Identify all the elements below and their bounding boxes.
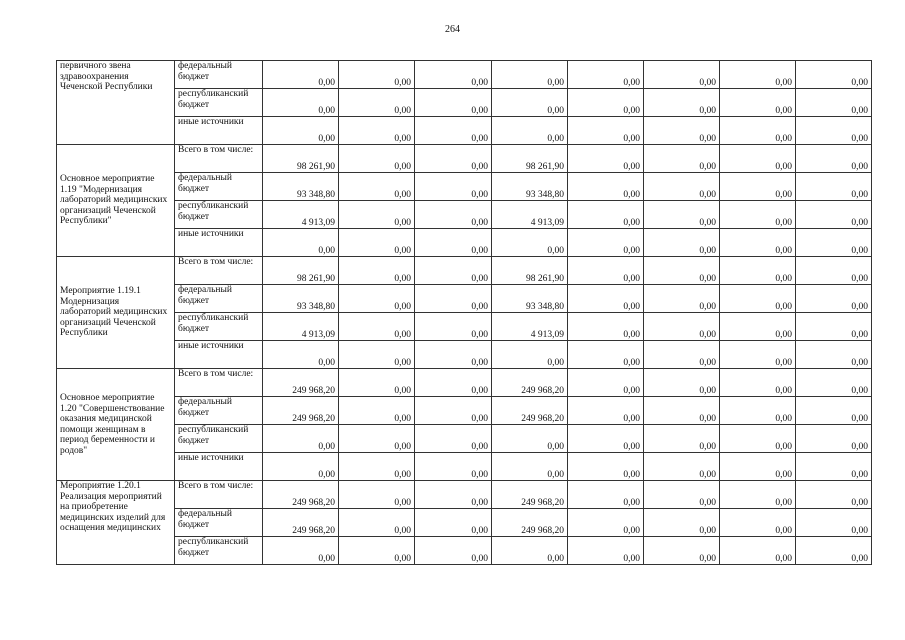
amount-cell: 0,00 [568, 257, 644, 285]
amount-cell: 0,00 [492, 341, 568, 369]
funding-source: федеральный бюджет [175, 285, 263, 313]
amount-cell: 0,00 [415, 89, 492, 117]
amount-cell: 93 348,80 [492, 173, 568, 201]
amount-cell: 0,00 [415, 341, 492, 369]
amount-cell: 0,00 [720, 397, 796, 425]
amount-cell: 0,00 [720, 369, 796, 397]
amount-cell: 0,00 [339, 229, 415, 257]
amount-cell: 98 261,90 [263, 145, 339, 173]
funding-source: республиканский бюджет [175, 537, 263, 565]
table-row [57, 537, 872, 565]
funding-source: федеральный бюджет [175, 173, 263, 201]
amount-cell: 0,00 [415, 425, 492, 453]
amount-cell: 0,00 [415, 257, 492, 285]
table-row [57, 397, 872, 425]
amount-cell: 0,00 [339, 201, 415, 229]
amount-cell: 0,00 [796, 481, 872, 509]
amount-cell: 93 348,80 [263, 173, 339, 201]
table-row [57, 61, 872, 89]
amount-cell: 0,00 [263, 61, 339, 89]
amount-cell: 249 968,20 [492, 369, 568, 397]
measure-name: Мероприятие 1.20.1 Реализация мероприятий на приобретение медицинских изделий для оснащения медицинских [57, 481, 175, 565]
amount-cell: 0,00 [796, 313, 872, 341]
amount-cell: 0,00 [568, 313, 644, 341]
table-row [57, 453, 872, 481]
amount-cell: 0,00 [415, 229, 492, 257]
amount-cell: 0,00 [720, 145, 796, 173]
amount-cell: 0,00 [644, 117, 720, 145]
amount-cell: 0,00 [263, 89, 339, 117]
amount-cell: 0,00 [339, 537, 415, 565]
amount-cell: 0,00 [720, 313, 796, 341]
table-row [57, 257, 872, 285]
amount-cell: 0,00 [415, 397, 492, 425]
amount-cell: 4 913,09 [263, 313, 339, 341]
table-row [57, 369, 872, 397]
amount-cell: 0,00 [796, 369, 872, 397]
measure-name: Основное мероприятие 1.19 "Модернизация лабораторий медицинских организаций Чеченской Республики" [57, 145, 175, 257]
amount-cell: 0,00 [339, 117, 415, 145]
amount-cell: 0,00 [720, 201, 796, 229]
amount-cell: 0,00 [644, 201, 720, 229]
amount-cell: 0,00 [568, 229, 644, 257]
funding-source: иные источники [175, 341, 263, 369]
amount-cell: 0,00 [415, 453, 492, 481]
amount-cell: 0,00 [644, 481, 720, 509]
amount-cell: 0,00 [339, 369, 415, 397]
amount-cell: 0,00 [492, 537, 568, 565]
amount-cell: 0,00 [568, 173, 644, 201]
amount-cell: 0,00 [644, 397, 720, 425]
amount-cell: 0,00 [568, 481, 644, 509]
amount-cell: 0,00 [796, 285, 872, 313]
table-row [57, 89, 872, 117]
amount-cell: 0,00 [339, 173, 415, 201]
funding-source: Всего в том числе: [175, 145, 263, 173]
measure-name: первичного звена здравоохранения Чеченской Республики [57, 61, 175, 145]
table-row [57, 229, 872, 257]
funding-source: Всего в том числе: [175, 257, 263, 285]
amount-cell: 0,00 [568, 61, 644, 89]
amount-cell: 0,00 [568, 117, 644, 145]
amount-cell: 0,00 [415, 201, 492, 229]
amount-cell: 0,00 [415, 285, 492, 313]
amount-cell: 0,00 [568, 89, 644, 117]
amount-cell: 0,00 [263, 341, 339, 369]
amount-cell: 0,00 [644, 509, 720, 537]
amount-cell: 0,00 [568, 341, 644, 369]
amount-cell: 0,00 [339, 509, 415, 537]
amount-cell: 0,00 [568, 397, 644, 425]
amount-cell: 0,00 [796, 145, 872, 173]
funding-source: федеральный бюджет [175, 397, 263, 425]
amount-cell: 0,00 [263, 117, 339, 145]
amount-cell: 0,00 [339, 257, 415, 285]
measure-name: Основное мероприятие 1.20 "Совершенствование оказания медицинской помощи женщинам в период беременности и родов" [57, 369, 175, 481]
amount-cell: 98 261,90 [492, 257, 568, 285]
amount-cell: 0,00 [796, 229, 872, 257]
amount-cell: 0,00 [720, 61, 796, 89]
amount-cell: 0,00 [644, 173, 720, 201]
amount-cell: 0,00 [339, 285, 415, 313]
amount-cell: 249 968,20 [492, 509, 568, 537]
table-row [57, 145, 872, 173]
amount-cell: 0,00 [796, 117, 872, 145]
amount-cell: 249 968,20 [492, 481, 568, 509]
amount-cell: 0,00 [720, 173, 796, 201]
amount-cell: 0,00 [339, 313, 415, 341]
amount-cell: 0,00 [415, 117, 492, 145]
amount-cell: 0,00 [339, 145, 415, 173]
amount-cell: 0,00 [339, 453, 415, 481]
amount-cell: 0,00 [720, 509, 796, 537]
amount-cell: 0,00 [720, 425, 796, 453]
amount-cell: 0,00 [492, 117, 568, 145]
amount-cell: 249 968,20 [263, 509, 339, 537]
measure-name: Мероприятие 1.19.1 Модернизация лабораторий медицинских организаций Чеченской Республики [57, 257, 175, 369]
funding-source: республиканский бюджет [175, 425, 263, 453]
amount-cell: 0,00 [720, 229, 796, 257]
amount-cell: 0,00 [568, 453, 644, 481]
amount-cell: 0,00 [796, 397, 872, 425]
funding-source: федеральный бюджет [175, 61, 263, 89]
amount-cell: 0,00 [339, 481, 415, 509]
amount-cell: 0,00 [796, 341, 872, 369]
amount-cell: 249 968,20 [263, 369, 339, 397]
amount-cell: 0,00 [339, 397, 415, 425]
funding-source: Всего в том числе: [175, 369, 263, 397]
funding-source: республиканский бюджет [175, 89, 263, 117]
amount-cell: 0,00 [263, 453, 339, 481]
page-number: 264 [445, 24, 460, 35]
amount-cell: 98 261,90 [492, 145, 568, 173]
amount-cell: 4 913,09 [492, 201, 568, 229]
amount-cell: 249 968,20 [263, 481, 339, 509]
table-row [57, 313, 872, 341]
amount-cell: 0,00 [720, 285, 796, 313]
table-row [57, 341, 872, 369]
amount-cell: 0,00 [339, 341, 415, 369]
amount-cell: 98 261,90 [263, 257, 339, 285]
amount-cell: 0,00 [492, 453, 568, 481]
amount-cell: 0,00 [492, 89, 568, 117]
table-row [57, 509, 872, 537]
amount-cell: 0,00 [415, 369, 492, 397]
amount-cell: 0,00 [415, 537, 492, 565]
funding-source: республиканский бюджет [175, 313, 263, 341]
amount-cell: 0,00 [492, 425, 568, 453]
amount-cell: 0,00 [644, 453, 720, 481]
amount-cell: 0,00 [720, 341, 796, 369]
amount-cell: 0,00 [415, 509, 492, 537]
amount-cell: 0,00 [568, 425, 644, 453]
amount-cell: 0,00 [568, 201, 644, 229]
table-row [57, 425, 872, 453]
amount-cell: 0,00 [720, 89, 796, 117]
amount-cell: 93 348,80 [263, 285, 339, 313]
amount-cell: 0,00 [796, 537, 872, 565]
amount-cell: 0,00 [720, 481, 796, 509]
amount-cell: 0,00 [720, 453, 796, 481]
amount-cell: 0,00 [415, 61, 492, 89]
funding-source: иные источники [175, 229, 263, 257]
amount-cell: 0,00 [796, 201, 872, 229]
amount-cell: 0,00 [339, 425, 415, 453]
amount-cell: 0,00 [720, 117, 796, 145]
funding-source: иные источники [175, 117, 263, 145]
amount-cell: 249 968,20 [492, 397, 568, 425]
amount-cell: 0,00 [644, 257, 720, 285]
amount-cell: 0,00 [796, 509, 872, 537]
amount-cell: 0,00 [644, 145, 720, 173]
amount-cell: 0,00 [415, 145, 492, 173]
amount-cell: 0,00 [492, 61, 568, 89]
funding-source: Всего в том числе: [175, 481, 263, 509]
amount-cell: 0,00 [644, 313, 720, 341]
amount-cell: 0,00 [492, 229, 568, 257]
amount-cell: 0,00 [339, 89, 415, 117]
amount-cell: 0,00 [263, 537, 339, 565]
amount-cell: 0,00 [644, 425, 720, 453]
funding-source: иные источники [175, 453, 263, 481]
amount-cell: 0,00 [796, 89, 872, 117]
amount-cell: 0,00 [644, 537, 720, 565]
funding-source: республиканский бюджет [175, 201, 263, 229]
amount-cell: 0,00 [796, 453, 872, 481]
amount-cell: 0,00 [644, 89, 720, 117]
amount-cell: 0,00 [263, 425, 339, 453]
amount-cell: 0,00 [644, 61, 720, 89]
amount-cell: 0,00 [644, 369, 720, 397]
amount-cell: 0,00 [415, 173, 492, 201]
amount-cell: 0,00 [796, 61, 872, 89]
table-row [57, 285, 872, 313]
amount-cell: 0,00 [796, 425, 872, 453]
table-row [57, 173, 872, 201]
amount-cell: 4 913,09 [263, 201, 339, 229]
amount-cell: 0,00 [568, 145, 644, 173]
amount-cell: 0,00 [796, 257, 872, 285]
amount-cell: 4 913,09 [492, 313, 568, 341]
amount-cell: 0,00 [568, 285, 644, 313]
amount-cell: 0,00 [415, 313, 492, 341]
amount-cell: 0,00 [263, 229, 339, 257]
amount-cell: 0,00 [720, 257, 796, 285]
amount-cell: 0,00 [568, 369, 644, 397]
table-row [57, 117, 872, 145]
amount-cell: 0,00 [644, 285, 720, 313]
amount-cell: 0,00 [568, 509, 644, 537]
table-row [57, 201, 872, 229]
amount-cell: 0,00 [644, 229, 720, 257]
amount-cell: 0,00 [644, 341, 720, 369]
amount-cell: 0,00 [339, 61, 415, 89]
table-row [57, 481, 872, 509]
budget-table [56, 60, 872, 565]
funding-source: федеральный бюджет [175, 509, 263, 537]
amount-cell: 0,00 [415, 481, 492, 509]
amount-cell: 93 348,80 [492, 285, 568, 313]
amount-cell: 0,00 [720, 537, 796, 565]
amount-cell: 0,00 [568, 537, 644, 565]
amount-cell: 249 968,20 [263, 397, 339, 425]
amount-cell: 0,00 [796, 173, 872, 201]
